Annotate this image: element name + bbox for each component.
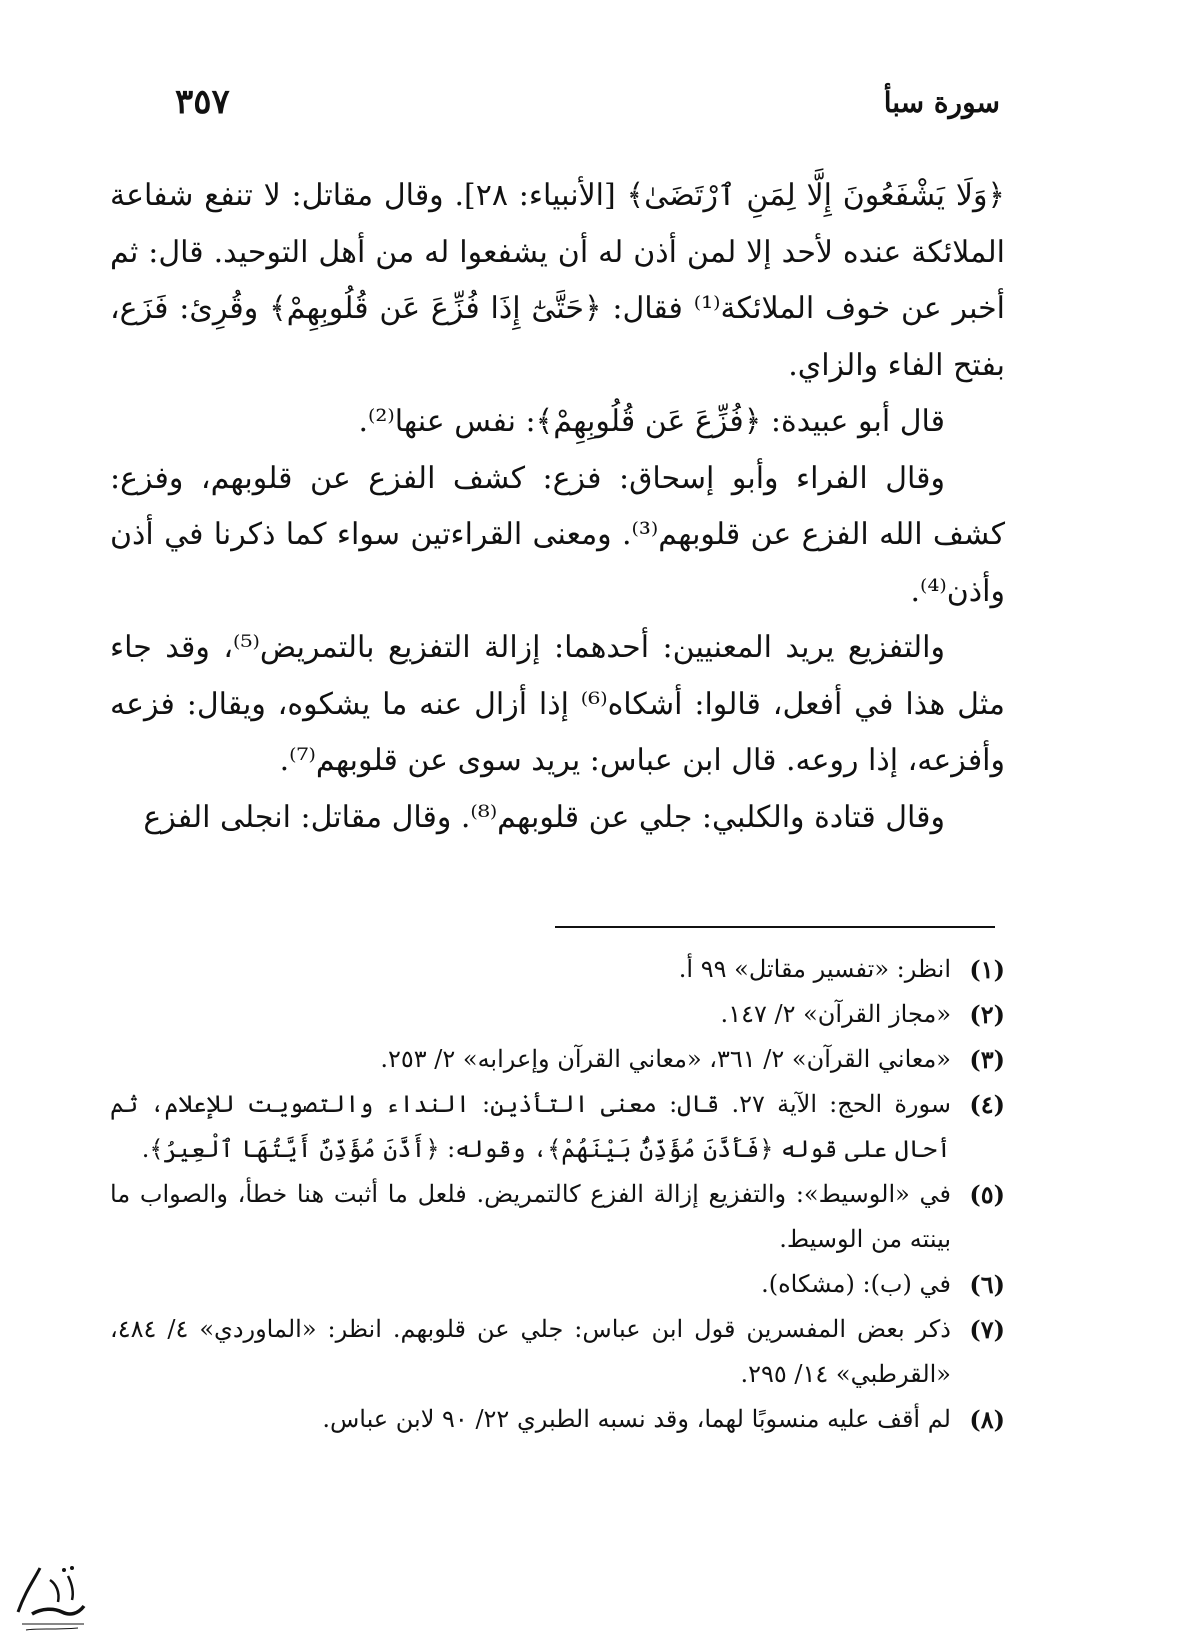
footnote-number: (٦) <box>969 1270 1005 1299</box>
paragraph: وقال الفراء وأبو إسحاق: فزع: كشف الفزع عن قلوبهم، وفزع: كشف الله الفزع عن قلوبهم⁽³⁾. ومعنى القراءتين سواء كما ذكرنا في أذن وأذن⁽⁴⁾. <box>110 460 1006 609</box>
footnotes-list <box>110 947 1005 1442</box>
footnote-item <box>110 1307 1005 1397</box>
running-header <box>175 82 1000 126</box>
footnote-text: سورة الحج: الآية ٢٧. قال: معنى التأذين: النداء والتصويت للإعلام، ثم أحال على قوله ﴿فَأَذَّنَ مُؤَذِّنٌۢ بَيْنَهُمْ﴾، وقوله: ﴿أَذَّنَ مُؤَذِّنٌ أَيَّتُهَا ٱلْعِيرُ﴾. <box>110 1090 952 1163</box>
footnote-item <box>110 1037 1005 1082</box>
footnote-number: (٨) <box>969 1405 1005 1434</box>
paragraph: وقال قتادة والكلبي: جلي عن قلوبهم⁽⁸⁾. وقال مقاتل: انجلى الفزع <box>143 799 945 835</box>
footnote-item <box>110 1262 1005 1307</box>
footnote-text: «معاني القرآن» ٢/ ٣٦١، «معاني القرآن وإعرابه» ٢/ ٢٥٣. <box>380 1045 951 1073</box>
main-text <box>110 168 1005 846</box>
publisher-logo <box>12 1550 92 1640</box>
footnote-item <box>110 1397 1005 1442</box>
footnote-number: (١) <box>969 955 1005 984</box>
footnote-text: لم أقف عليه منسوبًا لهما، وقد نسبه الطبري ٢٢/ ٩٠ لابن عباس. <box>322 1405 951 1433</box>
footnote-number: (٣) <box>969 1045 1005 1074</box>
footnote-number: (٤) <box>969 1090 1005 1119</box>
paragraph: قال أبو عبيدة: ﴿فُزِّعَ عَن قُلُوبِهِمْ﴾: نفس عنها⁽²⁾. <box>358 404 945 439</box>
footnote-text: في «الوسيط»: والتفزيع إزالة الفزع كالتمريض. فلعل ما أثبت هنا خطأ، والصواب ما بينته من الوسيط. <box>110 1180 951 1253</box>
footnote-text: في (ب): (مشكاه). <box>761 1270 951 1298</box>
paragraph: ﴿وَلَا يَشْفَعُونَ إِلَّا لِمَنِ ٱرْتَضَىٰ﴾ [الأنبياء: ٢٨]. وقال مقاتل: لا تنفع شفاعة الملائكة عنده لأحد إلا لمن أذن له أن يشفعوا له من أهل التوحيد. قال: ثم أخبر عن خوف الملائكة⁽¹⁾ فقال: ﴿حَتَّىٰٓ إِذَا فُزِّعَ عَن قُلُوبِهِمْ﴾ وقُرِئ: فَزَع، بفتح الفاء والزاي. <box>110 178 1006 383</box>
page-number: ٣٥٧ <box>175 82 230 122</box>
calligraphy-logo-icon <box>12 1550 92 1640</box>
footnote-text: انظر: «تفسير مقاتل» ٩٩ أ. <box>678 955 951 983</box>
footnote-item <box>110 947 1005 992</box>
paragraph: والتفزيع يريد المعنيين: أحدهما: إزالة التفزيع بالتمريض⁽⁵⁾، وقد جاء مثل هذا في أفعل، قالوا: أشكاه⁽⁶⁾ إذا أزال عنه ما يشكوه، ويقال: فزعه وأفزعه، إذا روعه. قال ابن عباس: يريد سوى عن قلوبهم⁽⁷⁾. <box>110 630 1005 778</box>
footnote-item <box>110 1082 1005 1172</box>
footnote-separator <box>555 926 995 928</box>
surah-title: سورة سبأ <box>883 86 1000 119</box>
footnote-text: ذكر بعض المفسرين قول ابن عباس: جلي عن قلوبهم. انظر: «الماوردي» ٤/ ٤٨٤، «القرطبي» ١٤/ ٢٩٥. <box>110 1315 951 1388</box>
footnote-number: (٧) <box>969 1315 1005 1344</box>
footnote-text: «مجاز القرآن» ٢/ ١٤٧. <box>720 1000 951 1028</box>
footnote-number: (٥) <box>969 1180 1005 1209</box>
footnote-item <box>110 1172 1005 1262</box>
footnote-item <box>110 992 1005 1037</box>
footnote-number: (٢) <box>969 1000 1005 1029</box>
